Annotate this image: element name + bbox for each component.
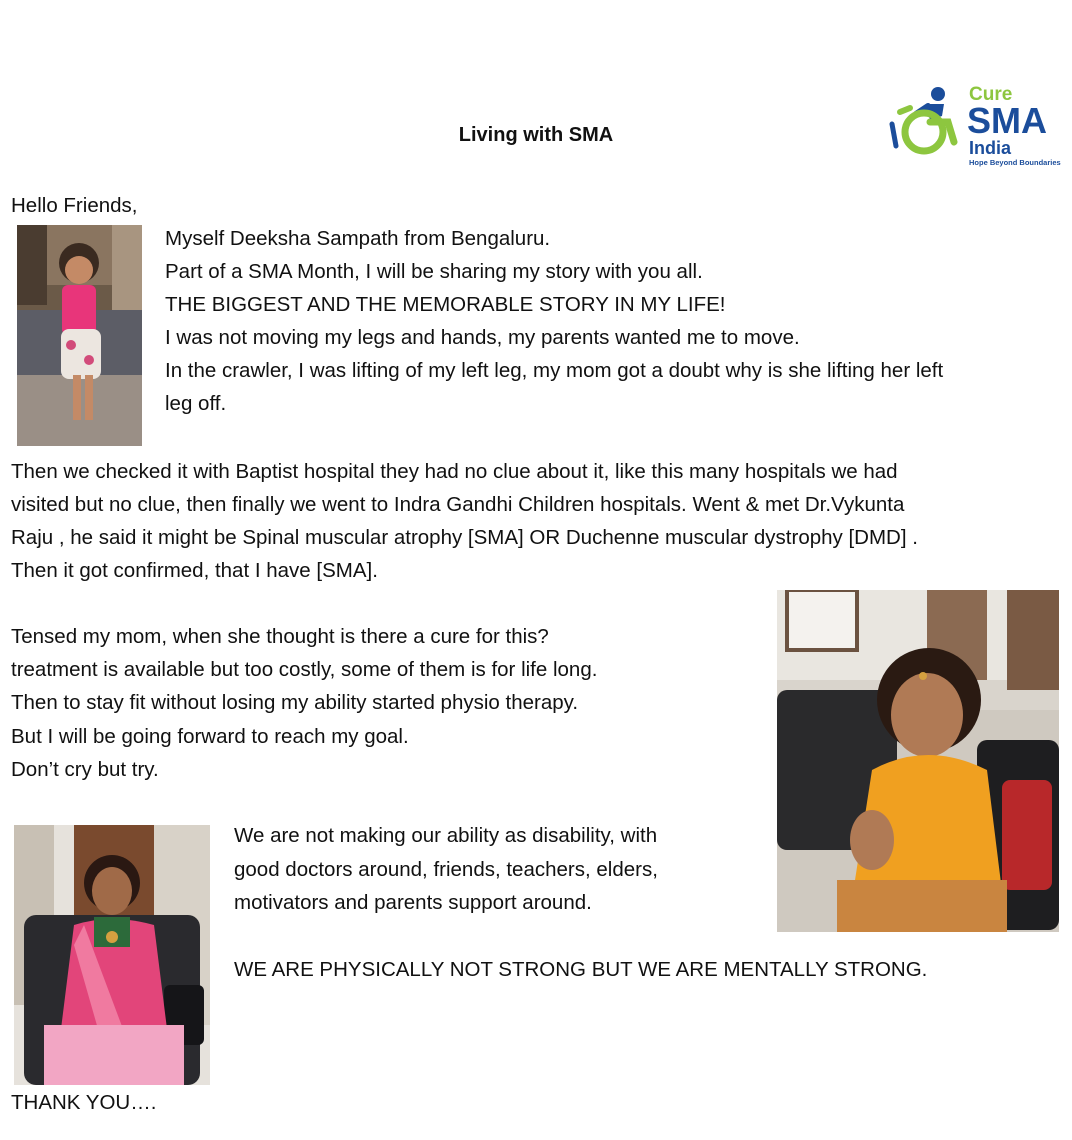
diagnosis-line: Then it got confirmed, that I have [SMA].	[11, 559, 378, 582]
intro-line: In the crawler, I was lifting of my left leg, my mom got a doubt why is she lifting her left	[165, 359, 944, 382]
treatment-line: treatment is available but too costly, some of them is for life long.	[11, 658, 598, 681]
intro-line: Myself Deeksha Sampath from Bengaluru.	[165, 227, 551, 250]
wheelchair-logo-icon	[886, 84, 968, 158]
intro-line: leg off.	[165, 392, 227, 415]
cure-sma-india-logo	[886, 84, 1061, 168]
closing-thank-you: THANK YOU….	[11, 1091, 157, 1114]
logo-cure: Cure	[969, 84, 1013, 105]
strong-statement: WE ARE PHYSICALLY NOT STRONG BUT WE ARE MENTALLY STRONG.	[234, 958, 928, 981]
support-line: good doctors around, friends, teachers, elders,	[234, 858, 658, 881]
diagnosis-line: Then we checked it with Baptist hospital they had no clue about it, like this many hospitals we had	[11, 460, 898, 483]
treatment-line: Tensed my mom, when she thought is there a cure for this?	[11, 625, 549, 648]
support-line: motivators and parents support around.	[234, 891, 592, 914]
logo-india: India	[969, 138, 1012, 158]
treatment-line: Then to stay fit without losing my ability started physio therapy.	[11, 691, 579, 714]
logo-sma: SMA	[967, 100, 1047, 141]
intro-line: I was not moving my legs and hands, my parents wanted me to move.	[165, 326, 800, 349]
treatment-line: Don’t cry but try.	[11, 758, 159, 781]
diagnosis-line: Raju , he said it might be Spinal muscular atrophy [SMA] OR Duchenne muscular dystrophy [DMD] .	[11, 526, 918, 549]
intro-line: Part of a SMA Month, I will be sharing my story with you all.	[165, 260, 703, 283]
support-line: We are not making our ability as disability, with	[234, 824, 658, 847]
greeting: Hello Friends,	[11, 194, 138, 217]
intro-line: THE BIGGEST AND THE MEMORABLE STORY IN MY LIFE!	[165, 293, 726, 316]
treatment-line: But I will be going forward to reach my goal.	[11, 725, 409, 748]
logo-tagline: Hope Beyond Boundaries	[969, 158, 1061, 167]
diagnosis-line: visited but no clue, then finally we went to Indra Gandhi Children hospitals. Went & met Dr.Vykunta	[11, 493, 905, 516]
photo-girl-sitting	[17, 225, 142, 446]
photo-girl-pink-saree	[14, 825, 210, 1085]
page-title: Living with SMA	[458, 124, 614, 146]
photo-girl-wheelchair-smiling	[777, 590, 1059, 932]
